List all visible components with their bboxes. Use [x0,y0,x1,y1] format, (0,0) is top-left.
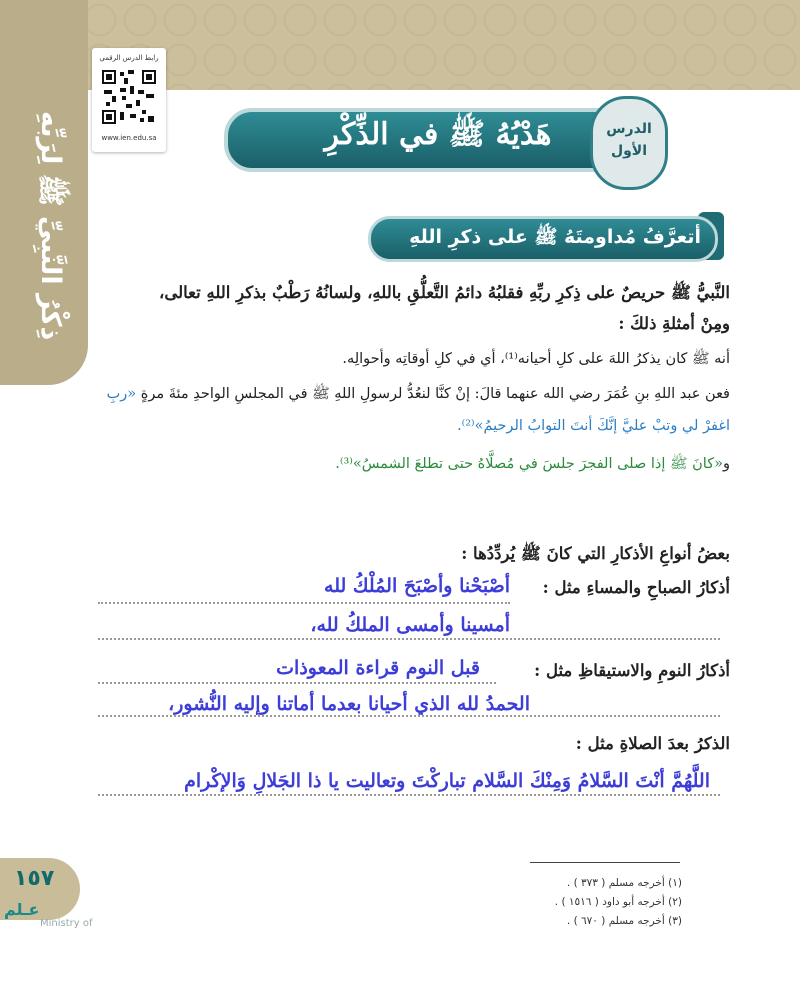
unit-sidebar [0,0,88,385]
lesson-title: هَدْيُهُ ﷺ في الذِّكْرِ [324,117,552,152]
q1-line-2[interactable] [98,638,720,640]
lesson-badge-line1: الدرس [606,121,652,137]
q1-answer-2[interactable]: أمسينا وأمسى الملكُ لله، [310,614,510,636]
footnote-3: (٣) أخرجه مسلم ( ٦٧٠ ) . [566,915,682,927]
paragraph-4 [335,455,730,476]
ministry-text: Ministry of [40,918,93,929]
unit-title: ذِكْرُ النَّبِيِّ ﷺ لِرَبِّهِ [35,110,66,340]
hadith-quote-end: اغفرْ لي وتبْ عليَّ إنَّكَ أنتَ التوابُ الرحيمُ»⁽²⁾. [457,418,730,434]
q2-line-1[interactable] [98,682,496,684]
paragraph-3-line-1 [107,385,730,406]
hadith-quote-green: «كانَ ﷺ إذا صلى الفجرَ جلسَ في مُصلَّاهُ حتى تطلعَ الشمسُ»⁽³⁾. [335,456,723,472]
paragraph-1-line-2: ومِنْ أمثلةِ ذلكَ : [618,314,730,333]
q3-line[interactable] [98,794,720,796]
lesson-title-banner [224,108,652,172]
page-number: ١٥٧ [14,866,55,891]
exercise-intro: بعضُ أنواعِ الأذكارِ التي كانَ ﷺ يُردِّدُها : [461,544,730,563]
qr-url[interactable]: www.ien.edu.sa [101,134,157,142]
q3-label: الذكرُ بعدَ الصلاةِ مثل : [575,734,730,753]
q2-answer-1[interactable]: قبل النوم قراءة المعوذات [276,657,480,679]
qr-code-icon[interactable] [100,68,158,126]
paragraph-3-text: فعن عبد اللهِ بنِ عُمَرَ رضي الله عنهما قالَ: إنْ كنَّا لنعُدُّ لرسولِ اللهِ ﷺ في المجلسِ الواحدِ مئةَ مرةٍ [140,386,730,402]
section-title: أتعرَّفُ مُداومتَهُ ﷺ على ذكرِ اللهِ [409,226,701,248]
q2-answer-2[interactable]: الحمدُ لله الذي أحيانا بعدما أماتنا وإليه النُّشور، [168,693,530,715]
qr-card[interactable] [92,48,166,152]
qr-label: رابط الدرس الرقمي [99,54,159,62]
q2-line-2[interactable] [98,715,720,717]
q1-label: أذكارُ الصباحِ والمساءِ مثل : [542,578,730,597]
q3-answer[interactable]: اللَّهُمَّ أنْتَ السَّلامُ وَمِنْكَ السَّلام تباركْتَ وتعاليت يا ذا الجَلالِ وَالإكْرام [184,770,710,792]
paragraph-2: أنه ﷺ كان يذكرُ اللهَ على كلِ أحيانه⁽¹⁾، أي في كلِ أوقاتِه وأحوالِه. [342,351,730,367]
lesson-number-badge [590,96,668,190]
paragraph-1-line-1: النَّبيُّ ﷺ حريصٌ على ذِكرِ ربِّهِ فقلبُهُ دائمُ التَّعلُّقِ باللهِ، ولسانُهُ رَطْبٌ بذكرِ اللهِ تعالى، [159,283,730,302]
q2-label: أذكارُ النومِ والاستيقاظِ مثل : [534,661,730,680]
footnote-1: (١) أخرجه مسلم ( ٣٧٣ ) . [566,877,682,889]
ministry-logo: عـلم [4,900,40,919]
footnote-separator [530,862,680,863]
q1-line-1[interactable] [98,602,510,604]
section-header [368,216,718,262]
hadith-quote-start: «ربِ [106,386,137,402]
lesson-badge-line2: الأول [610,143,648,159]
footnote-2: (٢) أخرجه أبو داود ( ١٥١٦ ) . [554,896,682,908]
paragraph-4-prefix: و [722,456,730,472]
q1-answer-1[interactable]: أصْبَحْنا وأصْبَحَ المُلْكُ لله [324,575,510,597]
